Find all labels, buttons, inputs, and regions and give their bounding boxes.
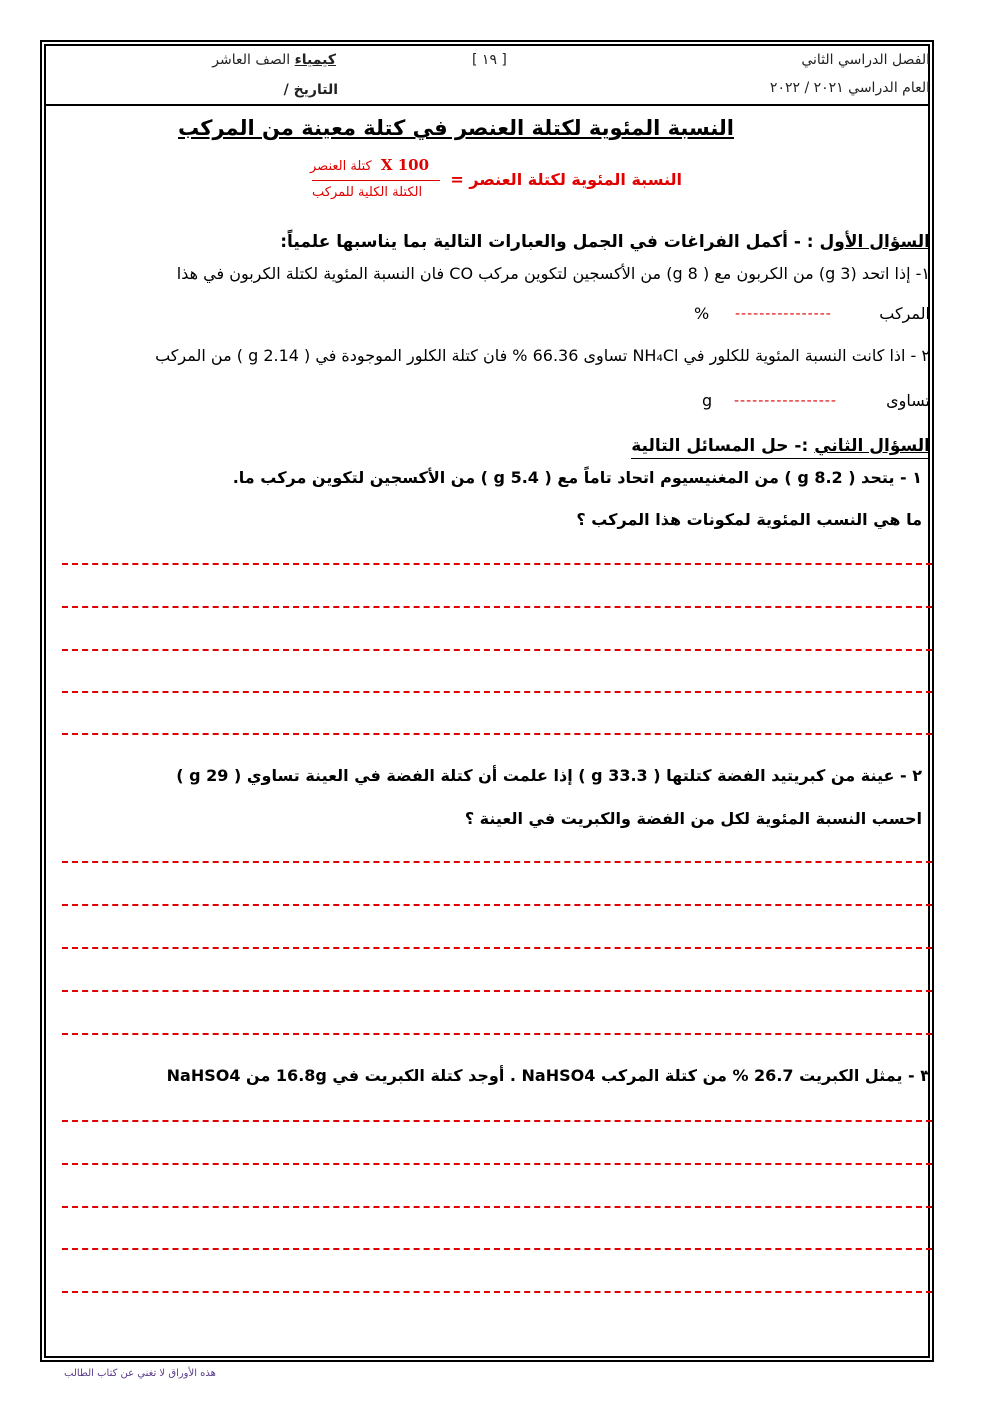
fraction-bar xyxy=(312,180,440,181)
footer-note: هذه الأوراق لا تغني عن كتاب الطالب xyxy=(64,1368,216,1379)
answer-line[interactable] xyxy=(62,1291,932,1293)
date-label: التاريخ / xyxy=(283,82,338,98)
answer-line[interactable] xyxy=(62,1163,932,1165)
question1-item2-unit: g xyxy=(702,391,713,410)
answer-line[interactable] xyxy=(62,1248,932,1250)
subject-label: كيمياء xyxy=(294,52,336,68)
question1-item1-unit: % xyxy=(694,304,710,323)
question1-item1-line2: المركب xyxy=(879,304,930,323)
answer-line[interactable] xyxy=(62,990,932,992)
question1-item1-line1: ١- إذا اتحد (g 3) من الكربون مع ( g 8) من الأكسجين لتكوين مركب CO فان النسبة المئوية لكتلة الكربون في هذا xyxy=(176,264,930,283)
problem3-line1: ٣ - يمثل الكبريت 26.7 % من كتلة المركب NaHSO4 . أوجد كتلة الكبريت في 16.8g من NaHSO4 xyxy=(166,1066,930,1085)
answer-line[interactable] xyxy=(62,691,932,693)
subject-grade xyxy=(212,52,336,68)
answer-line[interactable] xyxy=(62,1033,932,1035)
question1-item1-blank[interactable]: ---------------- xyxy=(735,306,832,322)
formula-numerator-text: كتلة العنصر xyxy=(310,159,372,174)
question1-item2-line1: ٢ - اذا كانت النسبة المئوية للكلور في NH₄Cl تساوى 66.36 % فان كتلة الكلور الموجودة في ( 2.14 g ) من المركب xyxy=(155,346,930,365)
question2-heading-text: :- حل المسائل التالية xyxy=(631,436,809,456)
formula-numerator xyxy=(310,155,429,174)
answer-line[interactable] xyxy=(62,904,932,906)
problem1-line1: ١ - يتحد ( 8.2 g ) من المغنيسيوم اتحاد تاماً مع ( 5.4 g ) من الأكسجين لتكوين مركب ما. xyxy=(232,468,922,487)
answer-line[interactable] xyxy=(62,563,932,565)
header-divider xyxy=(46,104,928,106)
problem1-line2: ما هي النسب المئوية لمكونات هذا المركب ؟ xyxy=(576,510,922,529)
formula-label: النسبة المئوية لكتلة العنصر = xyxy=(450,170,682,189)
problem2-line1: ٢ - عينة من كبريتيد الفضة كتلتها ( 33.3 g ) إذا علمت أن كتلة الفضة في العينة تساوي ( 29 g ) xyxy=(176,766,922,785)
answer-line[interactable] xyxy=(62,606,932,608)
page-title: النسبة المئوية لكتلة العنصر في كتلة معينة من المركب xyxy=(178,116,734,140)
formula-denominator: الكتلة الكلية للمركب xyxy=(312,185,423,200)
answer-line[interactable] xyxy=(62,649,932,651)
problem2-line2: احسب النسبة المئوية لكل من الفضة والكبريت في العينة ؟ xyxy=(464,809,922,828)
answer-line[interactable] xyxy=(62,733,932,735)
formula-multiplier: X 100 xyxy=(380,156,429,174)
question1-heading xyxy=(280,232,930,252)
academic-year-label: العام الدراسي ٢٠٢١ / ٢٠٢٢ xyxy=(769,80,930,96)
question2-heading-label: السؤال الثاني xyxy=(814,436,930,456)
semester-label: الفصل الدراسي الثاني xyxy=(801,52,930,68)
answer-line[interactable] xyxy=(62,947,932,949)
page-number: [ ١٩ ] xyxy=(472,52,507,68)
question2-heading xyxy=(631,436,930,459)
grade-label: الصف العاشر xyxy=(212,52,291,68)
question1-item2-line2: تساوى xyxy=(886,391,930,410)
question1-heading-label: السؤال الأول xyxy=(819,232,930,252)
answer-line[interactable] xyxy=(62,861,932,863)
question1-heading-text: : - أكمل الفراغات في الجمل والعبارات التالية بما يناسبها علمياً: xyxy=(280,232,814,252)
answer-line[interactable] xyxy=(62,1206,932,1208)
answer-line[interactable] xyxy=(62,1120,932,1122)
question1-item2-blank[interactable]: ----------------- xyxy=(734,393,837,409)
